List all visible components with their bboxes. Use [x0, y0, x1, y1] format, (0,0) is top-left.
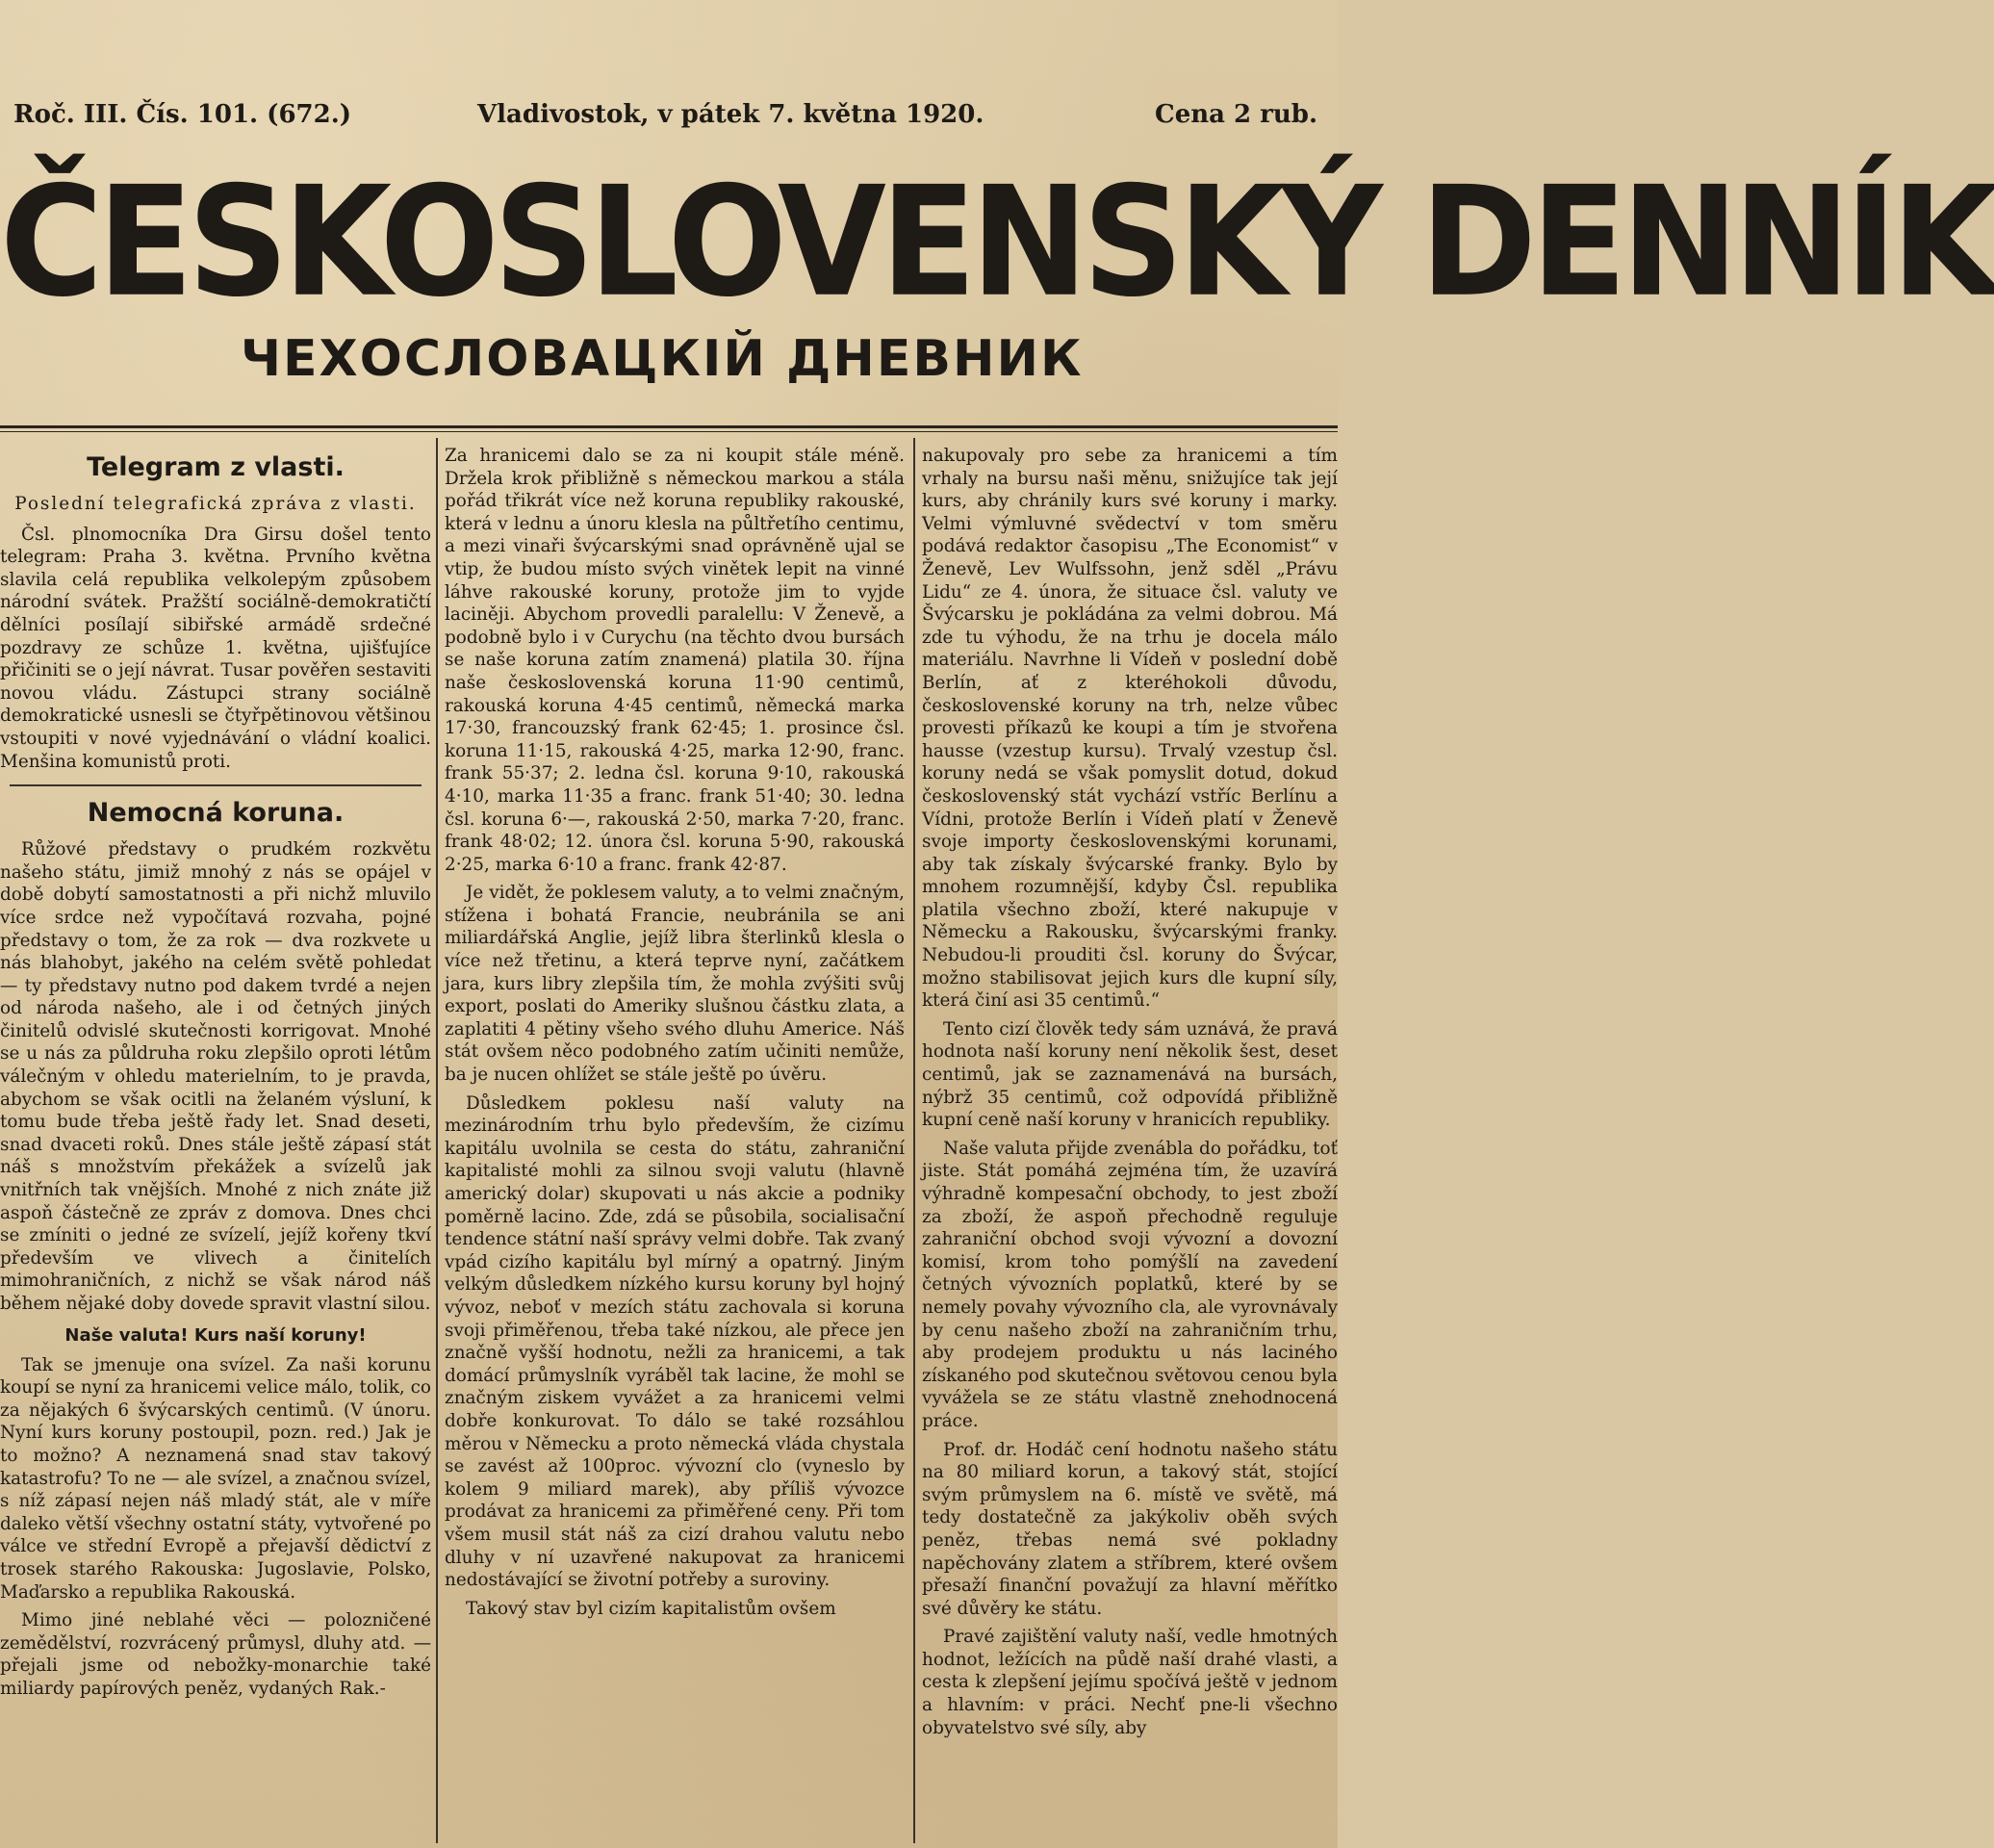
column-divider-1	[436, 438, 438, 1843]
header-rule	[0, 425, 1338, 428]
article-paragraph: Prof. dr. Hodáč cení hodnotu našeho státu na 80 miliard korun, a takový stát, stojící svým průmyslem na 6. místě ve světě, má tedy dostatečně za jakýkoliv oběh svých peněz, třebas nemá své pokladny napěchovány zlatem a stříbrem, které ovšem přesaží finanční považují za hlavní měřítko své důvěry ke státu.	[922, 1439, 1338, 1619]
article-paragraph: Pravé zajištění valuty naší, vedle hmotných hodnot, ležících na půdě naší drahé vlasti, a cesta k zlepšení jejímu spočívá ještě v jednom a hlavním: v práci. Nechť pne-li všechno obyvatelstvo své síly, aby	[922, 1627, 1338, 1738]
article-paragraph: Mimo jiné neblahé věci — polozničené zemědělství, rozvrácený průmysl, dluhy atd. — přejali jsme od nebožky-monarchie také miliardy papírových peněz, vydaných Rak.-	[0, 1610, 431, 1699]
dateline: Vladivostok, v pátek 7. května 1920.	[477, 100, 984, 129]
article-separator	[10, 784, 422, 786]
masthead-info-line	[0, 96, 1338, 135]
article-paragraph: Tak se jmenuje ona svízel. Za naši korunu koupí se nyní za hranicemi velice málo, tolik, co za nějakých 6 švýcarských centimů. (V únoru. Nyní kurs koruny postoupil, pozn. red.) Jak je to možno? A neznamená snad stav takový katastrofu? To ne — ale svízel, a značnou svízel, s níž zápasí nejen náš mladý stát, ale v míře daleko větší všechny ostatní státy, vytvořené po válce ve střední Evropě a přejavší dědictví z trosek starého Rakouska: Jugoslavie, Polsko, Maďarsko a republika Rakouská.	[0, 1354, 431, 1603]
article-paragraph: Takový stav byl cizím kapitalistům ovšem	[466, 1598, 836, 1619]
price: Cena 2 rub.	[1155, 100, 1318, 129]
article-heading-koruna: Nemocná koruna.	[87, 798, 345, 829]
article-paragraph: Důsledkem poklesu naší valuty na mezinárodním trhu bylo především, že cizímu kapitálu uvolnila se cesta do státu, zahraniční kapitalisté mohli za silnou svoji valutu (hlavně americký dolar) skupovati u nás akcie a podniky poměrně lacino. Zde, zdá se působila, socialisační tendence státní naší správy velmi dobře. Tak zvaný vpád cizího kapitálu byl mírný a opatrný. Jiným velkým důsledkem nízkého kursu koruny byl hojný vývoz, neboť v mezích státu zachovala si koruna svoji přiměřenou, třeba také nízkou, ale přece jen značně vyšší hodnotu, nežli za hranicemi, a tak domácí průmyslník vyráběl tak lacine, že mohl se značným ziskem vyvážet a za hranicemi velmi dobře konkurovat. To dálo se také rozsáhlou měrou v Německu a proto německá vláda chystala se zavést až 100proc. vývozní clo (vyneslo by kolem 9 miliard marek), aby příliš vývozce prodávat za hranicemi za přiměřené ceny. Při tom všem musil stát náš za cizí drahou valutu nebo dluhy v ní uzavřené nakupovat za hranicemi nedostávající se životní potřeby a suroviny.	[445, 1092, 905, 1591]
article-paragraph: Naše valuta přijde zvenábla do pořádku, toť jiste. Stát pomáhá zejména tím, že uzavírá výhradně kompesační obchody, to jest zboží za zboží, že aspoň přechodně reguluje zahraniční obchod svoji vývozní a dovozní komisí, krom toho pomýšlí na zavedení četných vývozních poplatků, které by se nemely povahy vývozního cla, ale vyrovnávaly by cenu našeho zboží na zahraničním trhu, aby prodejem produktu u nás laciného získaného pod skutečnou světovou cenou byla vyvážela se ze státu vlastně znehodnocená práce.	[922, 1138, 1338, 1431]
article-paragraph: Čsl. plnomocníka Dra Girsu došel tento telegram: Praha 3. května. Prvního května slavila celá republika velkolepým způsobem národní svátek. Pražští sociálně-demokratičtí dělníci posílají sibiřské armádě srdečné pozdravy ze schůze 1. května, ujišťujíce přičiniti se o její návrat. Tusar pověřen sestaviti novou vládu. Zástupci strany sociálně demokratické usnesli se čtyřpětinovou většinou vstoupiti v nové vyjednávání o vládní koalici. Menšina komunistů proti.	[0, 524, 431, 772]
header-rule-thin	[0, 431, 1338, 432]
newspaper-subtitle: ЧЕХОСЛОВАЦКІЙ ДНЕВНИК	[241, 330, 1084, 388]
section-heading-valuta: Naše valuta! Kurs naší koruny!	[64, 1324, 367, 1346]
article-subheading: Poslední telegrafická zpráva z vlasti.	[14, 494, 417, 514]
article-paragraph: Růžové představy o prudkém rozkvětu našeho státu, jimiž mnohý z nás se opájel v době dobytí samostatnosti a při nichž mluvilo více srdce než vypočítavá rozvaha, pojné představy o tom, že za rok — dva rozkvete u nás blahobyt, jakého na celém světě pohledat — ty představy nutno pod dakem tvrdé a nejen od národa našeho, ale i od četných jiných činitelů odvislé skutečnosti korrigovat. Mnohé se u nás za půldruha roku zlepšilo oproti létům válečným v ohledu materielním, to je pravda, abychom se však ocitli na želaném výsluní, k tomu bude třeba ještě řady let. Snad deseti, snad dvaceti roků. Dnes stále ještě zápasí stát náš s množstvím překážek a svízelů jak vnitřních tak vnějších. Mnohé z nich znáte již aspoň částečně ze zpráv z domova. Dnes chci se zmíniti o jedné ze svízelí, jejíž kořeny tkví především ve vlivech a činitelích mimohraničních, z nichž se však národ náš během nějaké doby dovede spravit vlastní silou.	[0, 839, 431, 1314]
column-3	[922, 445, 1338, 1840]
column-divider-2	[913, 438, 915, 1843]
newspaper-title: ČESKOSLOVENSKÝ DENNÍK	[0, 154, 1994, 331]
column-2	[445, 445, 905, 1840]
article-paragraph: Za hranicemi dalo se za ni koupit stále méně. Držela krok přibližně s německou markou a stála pořád třikrát více než koruna republiky rakouské, která v lednu a únoru klesla na půltřetího centimu, a mezi vinaři švýcarskými snad oprávněně ujal se vtip, že budou místo svých vinětek lepit na vinné láhve rakouské koruny, protože jim to vyjde laciněji. Abychom provedli paralellu: V Ženevě, a podobně bylo i v Curychu (na těchto dvou bursách se naše koruna zatím znamená) platila 30. října naše československá koruna 11·90 centimů, rakouská koruna 4·45 centimů, německá marka 17·30, francouzský frank 62·45; 1. prosince čsl. koruna 11·15, rakouská 4·25, marka 12·90, franc. frank 55·37; 2. ledna čsl. koruna 9·10, rakouská 4·10, marka 11·35 a franc. frank 51·40; 30. ledna čsl. koruna 6·—, rakouská 2·50, marka 7·20, franc. frank 48·02; 12. února čsl. koruna 5·90, rakouská 2·25, marka 6·10 a franc. frank 42·87.	[445, 446, 905, 875]
article-paragraph: nakupovaly pro sebe za hranicemi a tím vrhaly na bursu naši měnu, snižujíce tak její kurs, aby chránily kurs své koruny i marky. Velmi výmluvné svědectví v tom směru podává redaktor časopisu „The Economist“ v Ženevě, Lev Wulfssohn, jenž sděl „Právu Lidu“ ze 4. února, že situace čsl. valuty ve Švýcarsku je pokládána za velmi dobrou. Má zde tu výhodu, že na trhu je docela málo materiálu. Navrhne li Vídeň v poslední době Berlín, ať z kteréhokoli důvodu, československé koruny na trh, nelze vůbec provesti příkazů ke koupi a tím je stvořena hausse (vzestup kursu). Trvalý vzestup čsl. koruny nedá se však pomyslit dotud, dokud československý stát vychází vstříc Berlínu a Vídni, protože Berlín i Vídeň platí v Ženevě svoje importy československými korunami, aby tak získaly švýcarské franky. Bylo by mnohem rozumnější, kdyby Čsl. republika platila všechno zboží, které nakupuje v Německu a Rakousku, švýcarskými franky. Nebudou-li prouditi čsl. koruny do Švýcar, možno stabilisovat jejich kurs dle kupní síly, která činí asi 35 centimů.“	[922, 446, 1338, 1012]
column-1	[0, 445, 431, 1840]
article-paragraph: Je vidět, že poklesem valuty, a to velmi značným, stížena i bohatá Francie, neubránila se ani miliardářská Anglie, jejíž libra šterlinků klesla o více než třetinu, a která teprve nyní, začátkem jara, kurs libry zlepšila tím, že mohla zvýšiti svůj export, poslati do Ameriky slušnou částku zlata, a zaplatiti 4 pětiny všeho svého dluhu Americe. Náš stát ovšem něco podobného zatím učiniti nemůže, ba je nucen ohlížet se stále ještě po úvěru.	[445, 883, 905, 1086]
issue-number: Roč. III. Čís. 101. (672.)	[13, 100, 352, 129]
article-heading-telegram: Telegram z vlasti.	[87, 452, 345, 482]
article-paragraph: Tento cizí člověk tedy sám uznává, že pravá hodnota naší koruny není několik šest, deset centimů, jak se zaznamenává na bursách, nýbrž 35 centimů, což odpovídá přibližně kupní ceně naší koruny v hranicích republiky.	[922, 1018, 1338, 1131]
